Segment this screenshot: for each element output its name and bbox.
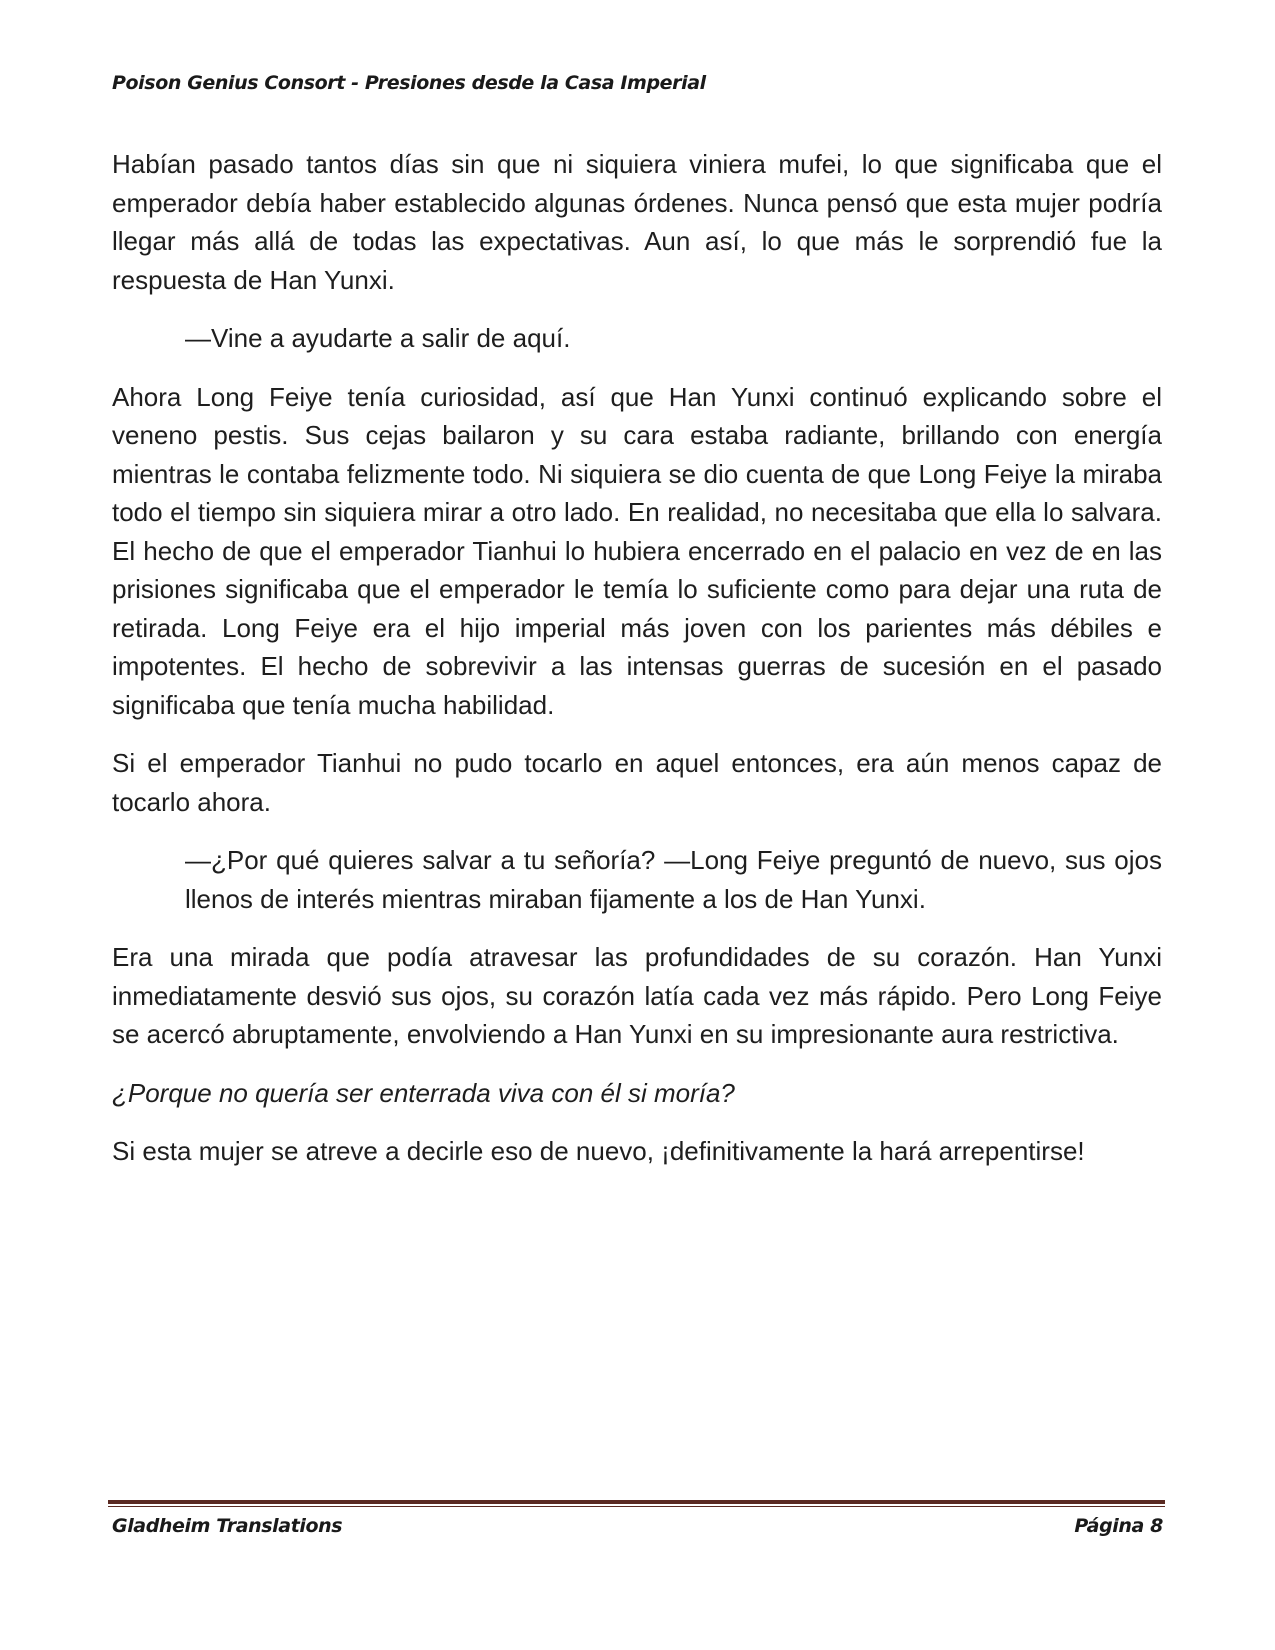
paragraph-1: Habían pasado tantos días sin que ni siquiera viniera mufei, lo que significaba que el emperador debía haber establecido algunas órdenes. Nunca pensó que esta mujer podría llegar más allá de todas las expectativas. Aun así, lo que más le sorprendió fue la respuesta de Han Yunxi.: [112, 149, 1162, 295]
dialogue-1: —Vine a ayudarte a salir de aquí.: [185, 323, 571, 353]
paragraph-2: Ahora Long Feiye tenía curiosidad, así que Han Yunxi continuó explicando sobre el veneno pestis. Sus cejas bailaron y su cara estaba radiante, brillando con energía mientras le contaba felizmente todo. Ni siquiera se dio cuenta de que Long Feiye la miraba todo el tiempo sin siquiera mirar a otro lado. En realidad, no necesitaba que ella lo salvara. El hecho de que el emperador Tianhui lo hubiera encerrado en el palacio en vez de en las prisiones significaba que el emperador le temía lo suficiente como para dejar una ruta de retirada. Long Feiye era el hijo imperial más joven con los parientes más débiles e impotentes. El hecho de sobrevivir a las intensas guerras de sucesión en el pasado significaba que tenía mucha habilidad.: [112, 381, 1162, 720]
paragraph-3: Si el emperador Tianhui no pudo tocarlo en aquel entonces, era aún menos capaz de tocarlo ahora.: [112, 748, 1162, 817]
footer-divider: [108, 1500, 1165, 1508]
footer-divider-thick: [108, 1500, 1165, 1504]
body-text: [112, 145, 1162, 1191]
running-header: Poison Genius Consort - Presiones desde la Casa Imperial: [112, 72, 706, 94]
dialogue-2: —¿Por qué quieres salvar a tu señoría? —Long Feiye preguntó de nuevo, sus ojos llenos de interés mientras miraban fijamente a los de Han Yunxi.: [185, 845, 1162, 914]
footer-translator: Gladheim Translations: [112, 1515, 343, 1537]
paragraph-4: Era una mirada que podía atravesar las profundidades de su corazón. Han Yunxi inmediatamente desvió sus ojos, su corazón latía cada vez más rápido. Pero Long Feiye se acercó abruptamente, envolviendo a Han Yunxi en su impresionante aura restrictiva.: [112, 942, 1162, 1049]
footer-page-number: Página 8: [1074, 1515, 1163, 1537]
footer-divider-thin: [108, 1506, 1165, 1507]
inner-thought: ¿Porque no quería ser enterrada viva con él si moría?: [112, 1077, 735, 1108]
paragraph-5: Si esta mujer se atreve a decirle eso de nuevo, ¡definitivamente la hará arrepentirse!: [112, 1136, 1085, 1166]
